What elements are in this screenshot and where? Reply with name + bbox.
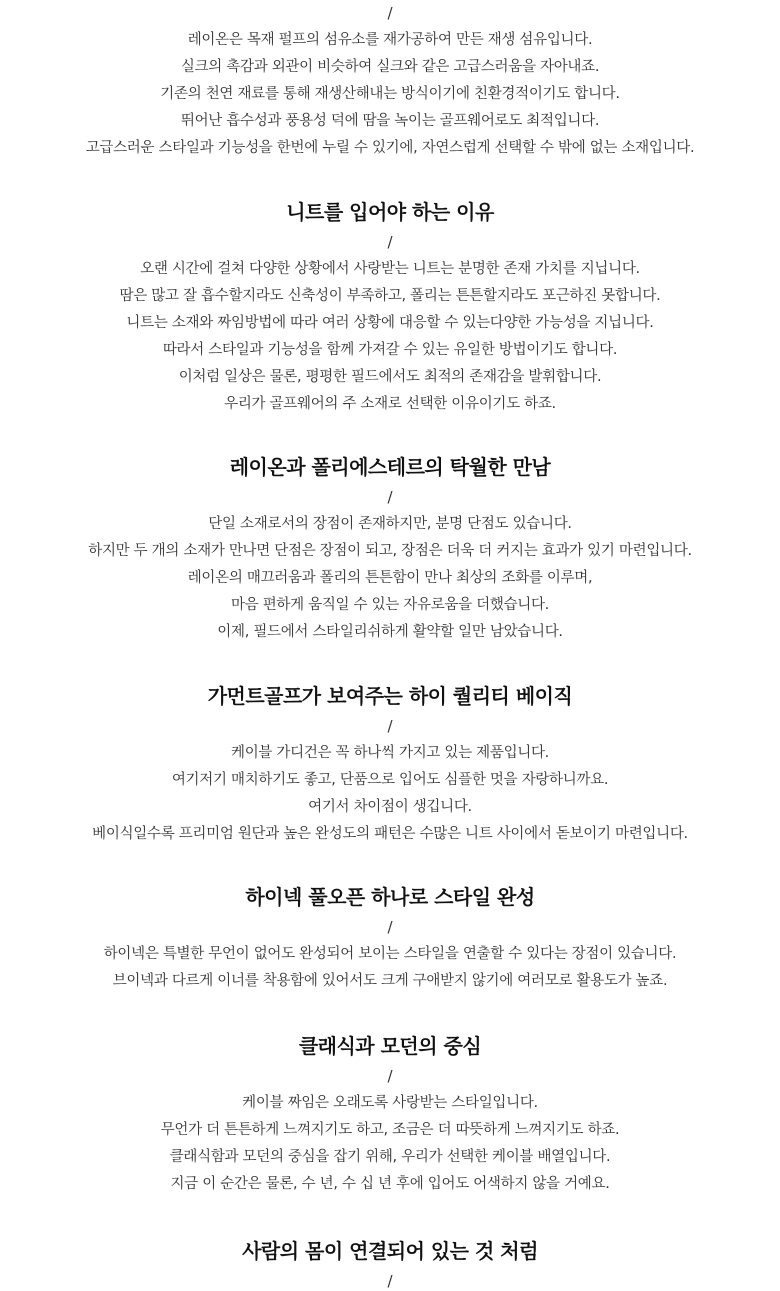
paragraph-line: 하지만 두 개의 소재가 만나면 단점은 장점이 되고, 장점은 더욱 더 커지는 효과가 있기 마련입니다. <box>88 543 692 559</box>
section-title: 레이온과 폴리에스테르의 탁월한 만남 <box>229 455 551 479</box>
section-divider-slash: / <box>387 717 393 735</box>
paragraph-line: 이제, 필드에서 스타일리쉬하게 활약할 일만 남았습니다. <box>217 624 563 640</box>
paragraph-line: 기존의 천연 재료를 통해 재생산해내는 방식이기에 친환경적이기도 합니다. <box>160 86 620 102</box>
paragraph-line: 고급스러운 스타일과 기능성을 한번에 누릴 수 있기에, 자연스럽게 선택할 수 밖에 없는 소재입니다. <box>85 140 695 156</box>
section-divider-slash: / <box>387 1272 393 1290</box>
paragraph-line: 마음 편하게 움직일 수 있는 자유로움을 더했습니다. <box>230 597 549 613</box>
paragraph-line: 브이넥과 다르게 이너를 착용함에 있어서도 크게 구애받지 않기에 여러모로 활용도가 높죠. <box>112 973 668 989</box>
paragraph-line: 여기서 차이점이 생깁니다. <box>308 799 472 815</box>
section-title: 니트를 입어야 하는 이유 <box>286 200 494 224</box>
paragraph-line: 이처럼 일상은 물론, 평평한 필드에서도 최적의 존재감을 발휘합니다. <box>178 369 602 385</box>
paragraph-line: 땀은 많고 잘 흡수할지라도 신축성이 부족하고, 폴리는 튼튼할지라도 포근하진 못합니다. <box>119 288 661 304</box>
paragraph-line: 하이넥은 특별한 무언이 없어도 완성되어 보이는 스타일을 연출할 수 있다는 장점이 있습니다. <box>103 946 677 962</box>
paragraph-line: 케이블 가디건은 꼭 하나씩 가지고 있는 제품입니다. <box>230 745 549 761</box>
paragraph-line: 우리가 골프웨어의 주 소재로 선택한 이유이기도 하죠. <box>224 396 556 412</box>
paragraph-line: 레이온은 목재 펄프의 섬유소를 재가공하여 만든 재생 섬유입니다. <box>187 32 593 48</box>
paragraph-line: 케이블 짜임은 오래도록 사랑받는 스타일입니다. <box>242 1095 538 1111</box>
paragraph-line: 단일 소재로서의 장점이 존재하지만, 분명 단점도 있습니다. <box>208 516 572 532</box>
paragraph-line: 오랜 시간에 걸쳐 다양한 상황에서 사랑받는 니트는 분명한 존재 가치를 지닙니다. <box>140 261 640 277</box>
paragraph-line: 따라서 스타일과 기능성을 함께 가져갈 수 있는 유일한 방법이기도 합니다. <box>162 342 618 358</box>
section-divider-slash: / <box>387 4 393 22</box>
section-divider-slash: / <box>387 488 393 506</box>
paragraph-line: 지금 이 순간은 물론, 수 년, 수 십 년 후에 입어도 어색하지 않을 거예요. <box>170 1176 610 1192</box>
section-divider-slash: / <box>387 233 393 251</box>
paragraph-line: 레이온의 매끄러움과 폴리의 튼튼함이 만나 최상의 조화를 이루며, <box>187 570 593 586</box>
section-divider-slash: / <box>387 918 393 936</box>
section-title: 사람의 몸이 연결되어 있는 것 처럼 <box>242 1239 538 1263</box>
paragraph-line: 베이식일수록 프리미엄 원단과 높은 완성도의 패턴은 수많은 니트 사이에서 돋보이기 마련입니다. <box>92 826 688 842</box>
paragraph-line: 실크의 촉감과 외관이 비슷하여 실크와 같은 고급스러움을 자아내죠. <box>180 59 600 75</box>
section-title: 클래식과 모던의 중심 <box>298 1034 482 1058</box>
paragraph-line: 여기저기 매치하기도 좋고, 단품으로 입어도 심플한 멋을 자랑하니까요. <box>171 772 609 788</box>
section-title: 가먼트골프가 보여주는 하이 퀄리티 베이직 <box>207 684 573 708</box>
paragraph-line: 클래식함과 모던의 중심을 잡기 위해, 우리가 선택한 케이블 배열입니다. <box>169 1149 611 1165</box>
paragraph-line: 니트는 소재와 짜임방법에 따라 여러 상황에 대응할 수 있는다양한 가능성을 지닙니다. <box>126 315 654 331</box>
paragraph-line: 무언가 더 튼튼하게 느껴지기도 하고, 조금은 더 따뜻하게 느껴지기도 하죠. <box>160 1122 620 1138</box>
section-divider-slash: / <box>387 1067 393 1085</box>
section-title: 하이넥 풀오픈 하나로 스타일 완성 <box>245 885 535 909</box>
paragraph-line: 뛰어난 흡수성과 풍용성 덕에 땀을 녹이는 골프웨어로도 최적입니다. <box>180 113 600 129</box>
